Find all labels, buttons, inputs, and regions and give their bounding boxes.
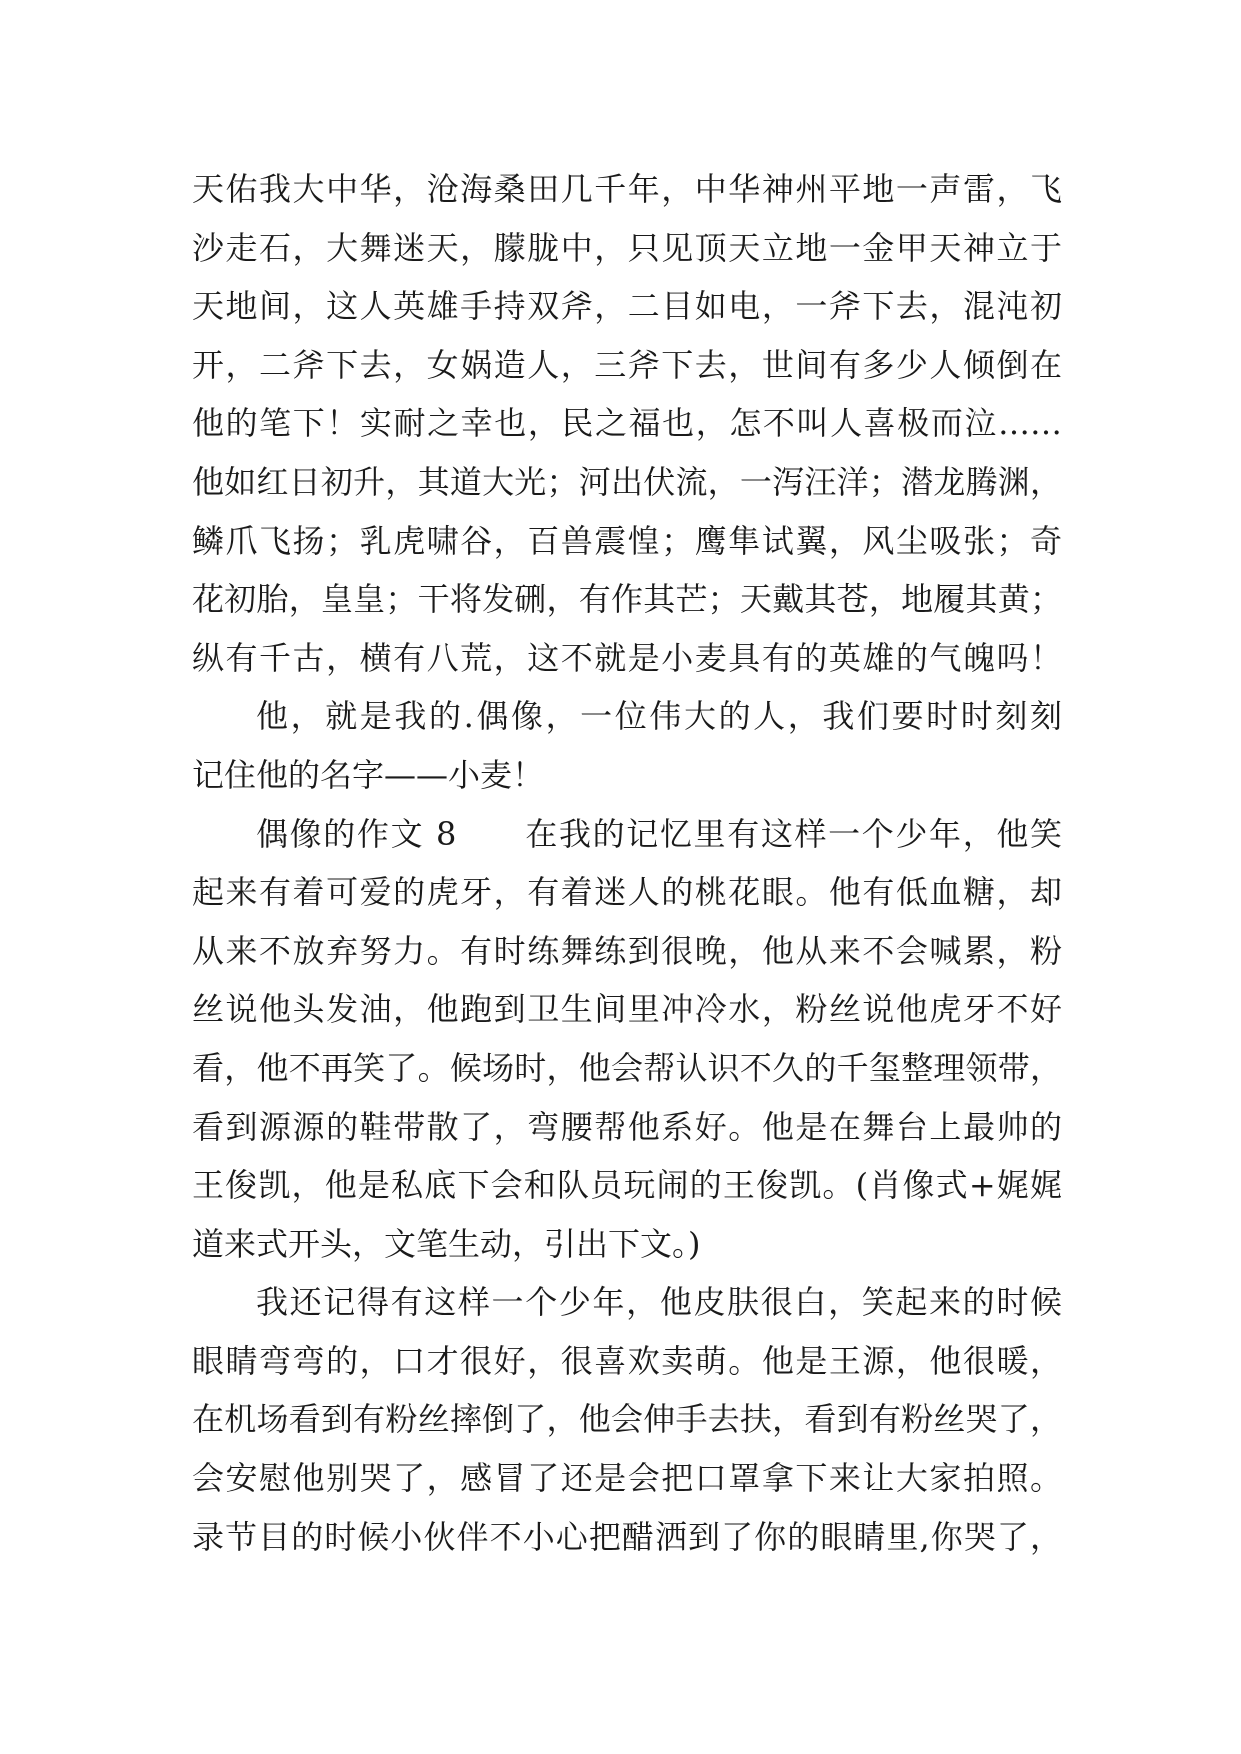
text-line: 纵有千古，横有八荒，这不就是小麦具有的英雄的气魄吗！ (192, 638, 1062, 677)
text-line: 道来式开头，文笔生动，引出下文。) (192, 1224, 701, 1263)
text-line: 记住他的名字——小麦！ (192, 755, 545, 794)
text-line: 他，就是我的.偶像，一位伟大的人，我们要时时刻刻 (256, 697, 1062, 736)
text-line: 丝说他头发油，他跑到卫生间里冲冷水，粉丝说他虎牙不好 (192, 990, 1062, 1029)
text-line: 看，他不再笑了。候场时，他会帮认识不久的千玺整理领带， (192, 1048, 1062, 1087)
text-line: 鳞爪飞扬；乳虎啸谷，百兽震惶；鹰隼试翼，风尘吸张；奇 (192, 521, 1062, 560)
text-line: 王俊凯，他是私底下会和队员玩闹的王俊凯。(肖像式+娓娓 (192, 1166, 1062, 1205)
text-line: 起来有着可爱的虎牙，有着迷人的桃花眼。他有低血糖，却 (192, 873, 1062, 912)
text-line: 天佑我大中华，沧海桑田几千年，中华神州平地一声雷，飞 (192, 170, 1062, 208)
text-line: 他的笔下！实耐之幸也，民之福也，怎不叫人喜极而泣…… (192, 404, 1062, 443)
text-line: 偶像的作文 8 在我的记忆里有这样一个少年，他笑 (256, 814, 1062, 853)
text-line: 天地间，这人英雄手持双斧，二目如电，一斧下去，混沌初 (192, 287, 1062, 326)
text-line: 看到源源的鞋带散了，弯腰帮他系好。他是在舞台上最帅的 (192, 1107, 1062, 1146)
text-line: 我还记得有这样一个少年，他皮肤很白，笑起来的时候 (256, 1283, 1062, 1322)
body-text (192, 160, 1062, 1566)
text-line: 会安慰他别哭了，感冒了还是会把口罩拿下来让大家拍照。 (192, 1459, 1062, 1498)
text-line: 从来不放弃努力。有时练舞练到很晚，他从来不会喊累，粉 (192, 931, 1062, 970)
text-line: 在机场看到有粉丝摔倒了，他会伸手去扶，看到有粉丝哭了， (192, 1400, 1062, 1439)
text-line: 花初胎，皇皇；干将发硎，有作其芒；天戴其苍，地履其黄； (192, 580, 1062, 619)
text-line: 他如红日初升，其道大光；河出伏流，一泻汪洋；潜龙腾渊， (192, 462, 1062, 501)
text-line: 开，二斧下去，女娲造人，三斧下去，世间有多少人倾倒在 (192, 345, 1062, 384)
text-line: 录节目的时候小伙伴不小心把醋洒到了你的眼睛里,你哭了， (192, 1517, 1062, 1556)
text-line: 沙走石，大舞迷天，朦胧中，只见顶天立地一金甲天神立于 (192, 228, 1062, 267)
text-line: 眼睛弯弯的，口才很好，很喜欢卖萌。他是王源，他很暖， (192, 1341, 1062, 1380)
